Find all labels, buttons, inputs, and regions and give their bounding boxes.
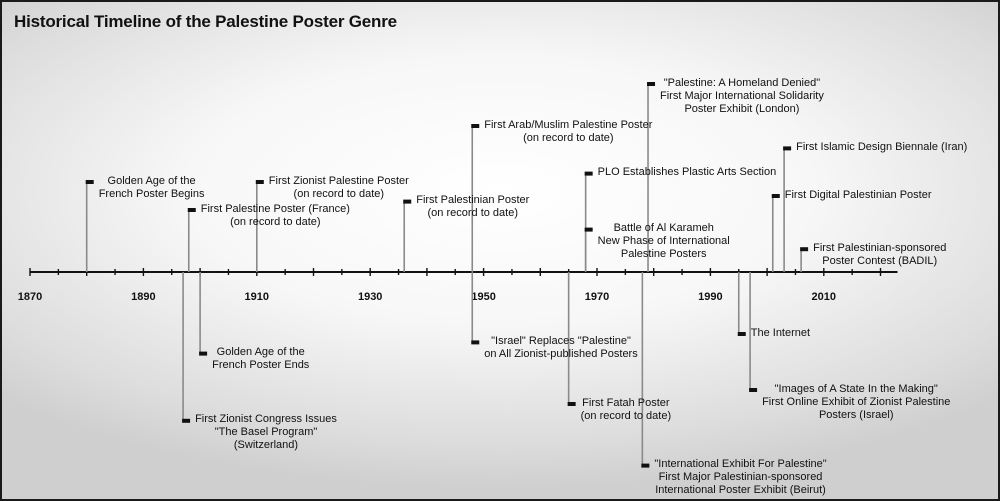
event-label-line: Palestine Posters xyxy=(620,248,707,261)
event-marker xyxy=(188,208,196,212)
event-label-line: The Internet xyxy=(750,326,811,339)
event-label-line: First Islamic Design Biennale (Iran) xyxy=(796,140,968,153)
event-label xyxy=(269,175,409,201)
event-label-line: (on record to date) xyxy=(230,215,321,228)
event-label xyxy=(813,242,946,268)
event-label-line: First Fatah Poster xyxy=(582,396,670,409)
event-label-line: First Palestinian Poster xyxy=(416,194,530,207)
event-label-line: First Major Palestinian-sponsored xyxy=(658,471,823,484)
event-label xyxy=(195,413,337,452)
axis-tick-label: 1950 xyxy=(471,291,496,303)
event-label-line: "International Exhibit For Palestine" xyxy=(654,458,827,471)
event-label-line: First Zionist Palestine Poster xyxy=(268,174,409,187)
axis-tick-label: 1990 xyxy=(698,291,723,303)
event-marker xyxy=(86,180,94,184)
event-label-line: (on record to date) xyxy=(293,187,385,200)
event-label xyxy=(581,397,672,423)
event-label xyxy=(660,77,824,116)
axis-tick-label: 1930 xyxy=(357,291,383,303)
event-label-line: First Major International Solidarity xyxy=(660,89,824,102)
event-label xyxy=(416,194,529,220)
event-label xyxy=(598,166,777,179)
event-label-line: "The Basel Program" xyxy=(214,426,318,439)
page-title: Historical Timeline of the Palestine Poster Genre xyxy=(14,12,397,31)
event-marker xyxy=(647,82,655,86)
event-marker xyxy=(568,402,576,406)
event-label-line: (on record to date) xyxy=(580,409,672,422)
event-marker xyxy=(199,352,207,356)
axis-tick-label: 1870 xyxy=(17,291,43,303)
event-label xyxy=(212,346,309,372)
event-marker xyxy=(585,172,593,176)
event-label-line: International Poster Exhibit (Beirut) xyxy=(655,484,826,497)
event-label xyxy=(751,327,810,340)
event-label xyxy=(201,203,350,229)
event-marker xyxy=(256,180,264,184)
axis-tick-label: 2010 xyxy=(811,291,837,303)
event-label-line: First Zionist Congress Issues xyxy=(195,413,337,426)
event-label-line: on All Zionist-published Posters xyxy=(484,347,638,360)
event-label xyxy=(598,222,730,261)
event-label-line: (on record to date) xyxy=(427,207,519,220)
event-label xyxy=(484,335,637,361)
event-marker xyxy=(783,146,791,150)
event-marker xyxy=(585,228,593,232)
event-label-line: First Palestine Poster (France) xyxy=(200,202,350,215)
event-label-line: Poster Exhibit (London) xyxy=(684,102,800,115)
axis-tick-label: 1970 xyxy=(584,291,610,303)
event-label-line: New Phase of International xyxy=(597,235,730,248)
event-label-line: (on record to date) xyxy=(523,131,614,144)
event-label xyxy=(785,189,932,202)
event-marker xyxy=(749,388,757,392)
event-marker xyxy=(471,124,479,128)
event-label-line: Posters (Israel) xyxy=(818,408,894,421)
event-label-line: First Arab/Muslim Palestine Poster xyxy=(484,118,653,131)
event-label-line: Golden Age of the xyxy=(107,174,196,187)
event-marker xyxy=(738,332,746,336)
axis-tick-label: 1890 xyxy=(131,291,156,303)
event-label xyxy=(762,383,950,422)
event-label-line: First Online Exhibit of Zionist Palestine xyxy=(762,395,951,408)
event-label-line: "Images of A State In the Making" xyxy=(774,382,938,395)
event-label xyxy=(484,119,652,145)
event-marker xyxy=(182,419,190,423)
event-label-line: French Poster Begins xyxy=(98,187,205,200)
event-label xyxy=(654,458,826,497)
event-label-line: Golden Age of the xyxy=(216,346,305,359)
event-marker xyxy=(641,464,649,468)
event-label-line: "Palestine: A Homeland Denied" xyxy=(663,76,821,89)
event-label-line: First Digital Palestinian Poster xyxy=(784,188,932,201)
event-marker xyxy=(471,340,479,344)
event-label-line: First Palestinian-sponsored xyxy=(813,241,947,254)
event-label-line: Poster Contest (BADIL) xyxy=(822,254,938,267)
event-label-line: "Israel" Replaces "Palestine" xyxy=(491,334,631,347)
event-label-line: (Switzerland) xyxy=(233,439,299,452)
event-label-line: PLO Establishes Plastic Arts Section xyxy=(597,166,777,179)
event-label-line: Battle of Al Karameh xyxy=(613,222,714,235)
event-label xyxy=(99,175,205,201)
event-marker xyxy=(800,247,808,251)
event-label-line: French Poster Ends xyxy=(212,359,310,372)
axis-tick-label: 1910 xyxy=(244,291,270,303)
event-label xyxy=(796,141,967,154)
event-marker xyxy=(772,194,780,198)
